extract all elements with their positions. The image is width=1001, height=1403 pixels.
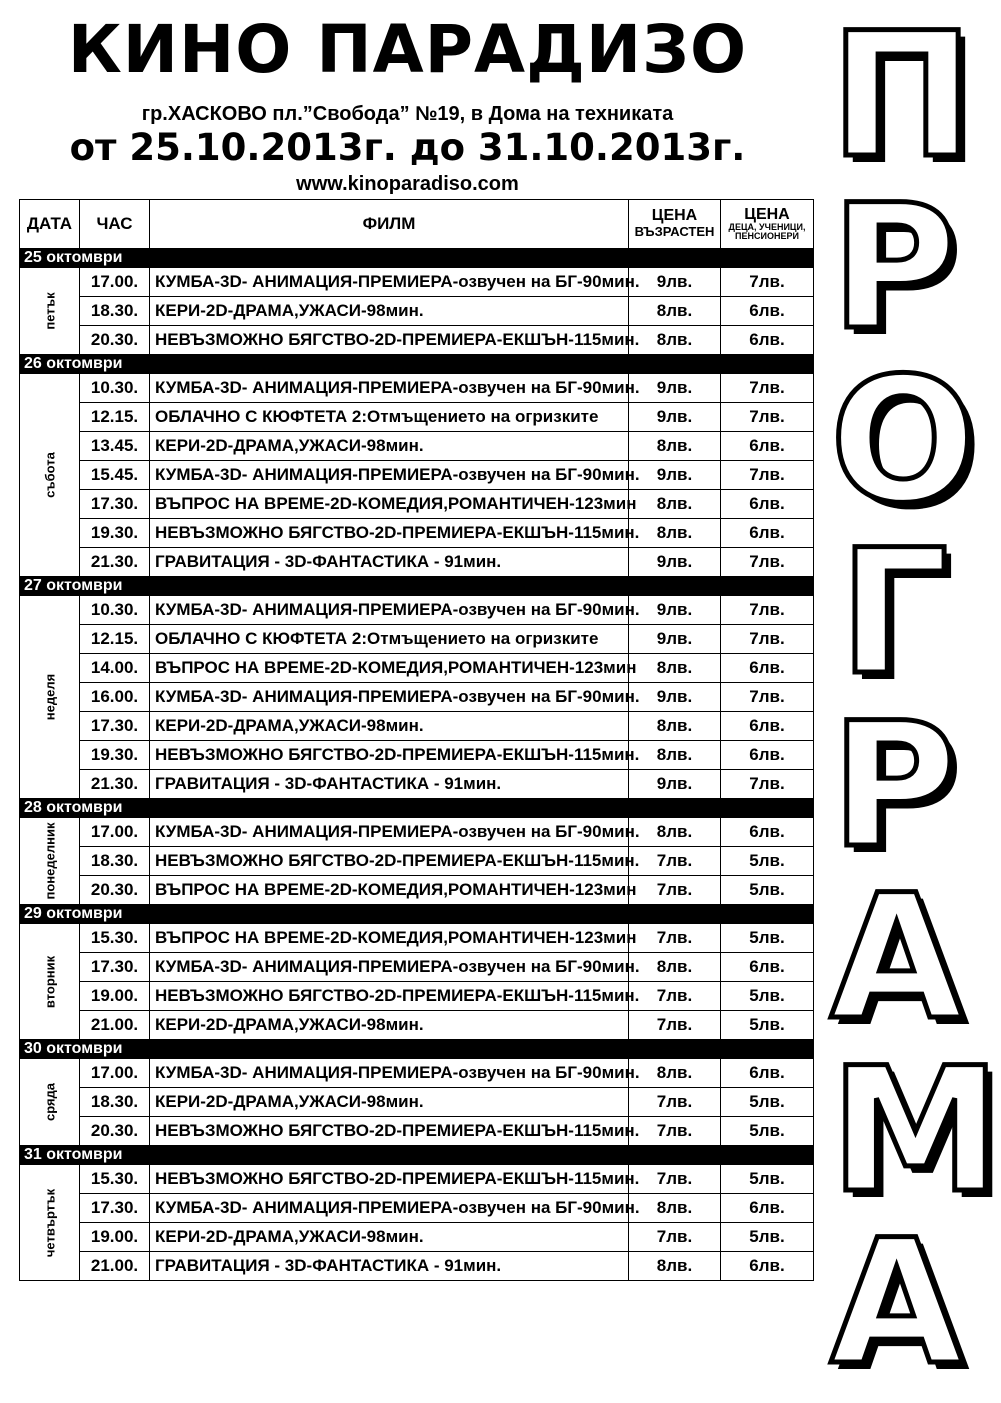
price-reduced: 6лв.	[721, 1059, 814, 1088]
price-reduced: 5лв.	[721, 1088, 814, 1117]
price-adult: 7лв.	[629, 1117, 721, 1146]
film-title: ГРАВИТАЦИЯ - 3D-ФАНТАСТИКА - 91мин.	[150, 1252, 629, 1281]
screening-row	[20, 770, 814, 799]
day-date: 31 октомври	[20, 1146, 814, 1165]
screening-time: 21.30.	[80, 548, 150, 577]
screening-time: 19.30.	[80, 741, 150, 770]
screening-time: 12.15.	[80, 625, 150, 654]
screening-row	[20, 1223, 814, 1252]
film-title: КУМБА-3D- АНИМАЦИЯ-ПРЕМИЕРА-озвучен на БГ-90мин.	[150, 953, 629, 982]
screening-time: 19.00.	[80, 1223, 150, 1252]
price-adult: 7лв.	[629, 876, 721, 905]
side-title-letter: Г	[839, 512, 949, 713]
price-reduced: 7лв.	[721, 548, 814, 577]
screening-time: 17.00.	[80, 818, 150, 847]
film-title: ОБЛАЧНО С КЮФТЕТА 2:Отмъщението на огризките	[150, 625, 629, 654]
schedule-header-row	[20, 200, 814, 249]
weekday-cell	[20, 268, 80, 355]
price-adult: 9лв.	[629, 683, 721, 712]
screening-time: 21.00.	[80, 1011, 150, 1040]
price-adult: 7лв.	[629, 1165, 721, 1194]
screening-row	[20, 1252, 814, 1281]
screening-time: 13.45.	[80, 432, 150, 461]
price-adult: 8лв.	[629, 741, 721, 770]
weekday-label: сряда	[42, 1082, 57, 1122]
cinema-address: гр.ХАСКОВО пл.”Свобода” №19, в Дома на техниката	[141, 103, 674, 125]
price-reduced: 7лв.	[721, 596, 814, 625]
screening-time: 21.30.	[80, 770, 150, 799]
price-adult: 8лв.	[629, 818, 721, 847]
screening-time: 20.30.	[80, 876, 150, 905]
price-reduced: 6лв.	[721, 1252, 814, 1281]
film-title: НЕВЪЗМОЖНО БЯГСТВО-2D-ПРЕМИЕРА-ЕКШЪН-115мин.	[150, 741, 629, 770]
weekday-label: събота	[42, 452, 57, 498]
film-title: КУМБА-3D- АНИМАЦИЯ-ПРЕМИЕРА-озвучен на БГ-90мин.	[150, 461, 629, 490]
price-reduced: 6лв.	[721, 818, 814, 847]
film-title: КЕРИ-2D-ДРАМА,УЖАСИ-98мин.	[150, 1223, 629, 1252]
screening-time: 20.30.	[80, 1117, 150, 1146]
screening-row	[20, 268, 814, 297]
film-title: КУМБА-3D- АНИМАЦИЯ-ПРЕМИЕРА-озвучен на БГ-90мин.	[150, 1059, 629, 1088]
screening-row	[20, 1165, 814, 1194]
price-adult: 8лв.	[629, 297, 721, 326]
day-date: 28 октомври	[20, 799, 814, 818]
price-adult: 9лв.	[629, 461, 721, 490]
screening-time: 12.15.	[80, 403, 150, 432]
price-reduced: 5лв.	[721, 876, 814, 905]
day-date: 27 октомври	[20, 577, 814, 596]
day-header-row	[20, 249, 814, 268]
price-adult: 7лв.	[629, 1011, 721, 1040]
weekday-label: петък	[42, 292, 57, 330]
column-header-time: ЧАС	[80, 200, 150, 249]
screening-row	[20, 982, 814, 1011]
column-header-date: ДАТА	[20, 200, 80, 249]
price-reduced: 7лв.	[721, 683, 814, 712]
price-reduced: 5лв.	[721, 982, 814, 1011]
price-adult: 7лв.	[629, 1088, 721, 1117]
weekday-cell	[20, 1059, 80, 1146]
screening-row	[20, 403, 814, 432]
price-adult: 7лв.	[629, 1223, 721, 1252]
price-reduced: 6лв.	[721, 712, 814, 741]
price-adult: 8лв.	[629, 519, 721, 548]
screening-time: 17.30.	[80, 712, 150, 741]
film-title: ВЪПРОС НА ВРЕМЕ-2D-КОМЕДИЯ,РОМАНТИЧЕН-123мин	[150, 876, 629, 905]
day-header-row	[20, 1040, 814, 1059]
film-title: НЕВЪЗМОЖНО БЯГСТВО-2D-ПРЕМИЕРА-ЕКШЪН-115мин.	[150, 326, 629, 355]
film-title: КЕРИ-2D-ДРАМА,УЖАСИ-98мин.	[150, 712, 629, 741]
film-title: КУМБА-3D- АНИМАЦИЯ-ПРЕМИЕРА-озвучен на БГ-90мин.	[150, 596, 629, 625]
weekday-cell	[20, 1165, 80, 1281]
weekday-label: четвъртък	[42, 1188, 57, 1257]
day-date: 30 октомври	[20, 1040, 814, 1059]
cinema-title: КИНО ПАРАДИЗО	[67, 11, 748, 88]
screening-row	[20, 1059, 814, 1088]
film-title: ОБЛАЧНО С КЮФТЕТА 2:Отмъщението на огризките	[150, 403, 629, 432]
film-title: НЕВЪЗМОЖНО БЯГСТВО-2D-ПРЕМИЕРА-ЕКШЪН-115мин.	[150, 982, 629, 1011]
screening-row	[20, 953, 814, 982]
screening-time: 17.30.	[80, 953, 150, 982]
price-adult: 8лв.	[629, 712, 721, 741]
screening-row	[20, 1194, 814, 1223]
screening-row	[20, 876, 814, 905]
price-adult: 9лв.	[629, 374, 721, 403]
price-adult: 9лв.	[629, 548, 721, 577]
price-reduced: 6лв.	[721, 741, 814, 770]
price-adult: 9лв.	[629, 625, 721, 654]
film-title: НЕВЪЗМОЖНО БЯГСТВО-2D-ПРЕМИЕРА-ЕКШЪН-115мин.	[150, 847, 629, 876]
price-reduced-sublabel-2: ПЕНСИОНЕРИ	[735, 231, 799, 241]
price-adult: 8лв.	[629, 1059, 721, 1088]
screening-row	[20, 461, 814, 490]
screening-row	[20, 1088, 814, 1117]
price-reduced: 7лв.	[721, 461, 814, 490]
screening-time: 21.00.	[80, 1252, 150, 1281]
screening-row	[20, 1011, 814, 1040]
screening-row	[20, 741, 814, 770]
price-reduced-sublabel-1: ДЕЦА, УЧЕНИЦИ,	[728, 222, 806, 232]
screening-row	[20, 654, 814, 683]
price-reduced-label: ЦЕНА	[744, 206, 790, 223]
screening-time: 19.00.	[80, 982, 150, 1011]
screening-row	[20, 519, 814, 548]
price-reduced: 5лв.	[721, 847, 814, 876]
price-adult: 9лв.	[629, 403, 721, 432]
screening-row	[20, 326, 814, 355]
price-reduced: 5лв.	[721, 1011, 814, 1040]
weekday-cell	[20, 374, 80, 577]
screening-time: 17.30.	[80, 1194, 150, 1223]
screening-time: 19.30.	[80, 519, 150, 548]
schedule-table	[19, 199, 814, 1281]
film-title: ВЪПРОС НА ВРЕМЕ-2D-КОМЕДИЯ,РОМАНТИЧЕН-123мин	[150, 654, 629, 683]
website-link[interactable]: www.kinoparadiso.com	[296, 173, 519, 195]
film-title: КЕРИ-2D-ДРАМА,УЖАСИ-98мин.	[150, 432, 629, 461]
film-title: КУМБА-3D- АНИМАЦИЯ-ПРЕМИЕРА-озвучен на БГ-90мин.	[150, 1194, 629, 1223]
price-reduced: 6лв.	[721, 953, 814, 982]
screening-time: 15.45.	[80, 461, 150, 490]
column-header-film: ФИЛМ	[150, 200, 629, 249]
price-adult: 7лв.	[629, 924, 721, 953]
side-title-letter: Р	[830, 167, 958, 368]
weekday-cell	[20, 924, 80, 1040]
screening-row	[20, 625, 814, 654]
price-adult: 8лв.	[629, 326, 721, 355]
price-adult: 8лв.	[629, 953, 721, 982]
side-title-programa	[830, 0, 1001, 1403]
screening-time: 18.30.	[80, 1088, 150, 1117]
film-title: НЕВЪЗМОЖНО БЯГСТВО-2D-ПРЕМИЕРА-ЕКШЪН-115мин.	[150, 519, 629, 548]
price-reduced: 7лв.	[721, 268, 814, 297]
side-title-letter: М	[830, 1030, 1001, 1231]
screening-row	[20, 847, 814, 876]
price-adult-label: ЦЕНА	[651, 207, 698, 224]
film-title: КЕРИ-2D-ДРАМА,УЖАСИ-98мин.	[150, 297, 629, 326]
film-title: КУМБА-3D- АНИМАЦИЯ-ПРЕМИЕРА-озвучен на БГ-90мин.	[150, 268, 629, 297]
film-title: ГРАВИТАЦИЯ - 3D-ФАНТАСТИКА - 91мин.	[150, 548, 629, 577]
screening-row	[20, 490, 814, 519]
schedule-body	[20, 249, 814, 1281]
film-title: НЕВЪЗМОЖНО БЯГСТВО-2D-ПРЕМИЕРА-ЕКШЪН-115мин.	[150, 1117, 629, 1146]
side-title-letter: А	[830, 857, 964, 1058]
screening-time: 10.30.	[80, 374, 150, 403]
price-adult: 8лв.	[629, 1194, 721, 1223]
screening-time: 20.30.	[80, 326, 150, 355]
price-reduced: 6лв.	[721, 432, 814, 461]
weekday-label: вторник	[42, 955, 57, 1008]
price-reduced: 5лв.	[721, 924, 814, 953]
price-reduced: 7лв.	[721, 625, 814, 654]
screening-row	[20, 374, 814, 403]
side-title-letter: П	[830, 0, 974, 196]
screening-time: 15.30.	[80, 924, 150, 953]
screening-row	[20, 818, 814, 847]
price-adult: 9лв.	[629, 770, 721, 799]
day-date: 26 октомври	[20, 355, 814, 374]
screening-row	[20, 432, 814, 461]
weekday-cell	[20, 818, 80, 905]
film-title: КУМБА-3D- АНИМАЦИЯ-ПРЕМИЕРА-озвучен на БГ-90мин.	[150, 683, 629, 712]
screening-time: 14.00.	[80, 654, 150, 683]
screening-time: 17.00.	[80, 1059, 150, 1088]
price-adult-sublabel: ВЪЗРАСТЕН	[634, 224, 715, 239]
price-adult: 8лв.	[629, 490, 721, 519]
screening-time: 10.30.	[80, 596, 150, 625]
film-title: ГРАВИТАЦИЯ - 3D-ФАНТАСТИКА - 91мин.	[150, 770, 629, 799]
price-reduced: 7лв.	[721, 374, 814, 403]
column-header-price-reduced	[721, 200, 814, 249]
price-reduced: 6лв.	[721, 1194, 814, 1223]
price-reduced: 6лв.	[721, 326, 814, 355]
side-title-letter: Р	[830, 685, 958, 886]
price-adult: 8лв.	[629, 1252, 721, 1281]
price-reduced: 7лв.	[721, 403, 814, 432]
screening-row	[20, 712, 814, 741]
weekday-label: понеделник	[42, 822, 57, 900]
price-adult: 8лв.	[629, 432, 721, 461]
film-title: ВЪПРОС НА ВРЕМЕ-2D-КОМЕДИЯ,РОМАНТИЧЕН-123мин	[150, 490, 629, 519]
day-date: 25 октомври	[20, 249, 814, 268]
screening-row	[20, 924, 814, 953]
film-title: КЕРИ-2D-ДРАМА,УЖАСИ-98мин.	[150, 1088, 629, 1117]
screening-row	[20, 548, 814, 577]
day-header-row	[20, 1146, 814, 1165]
screening-time: 16.00.	[80, 683, 150, 712]
screening-time: 17.00.	[80, 268, 150, 297]
price-reduced: 7лв.	[721, 770, 814, 799]
weekday-label: неделя	[42, 673, 57, 721]
price-reduced: 6лв.	[721, 519, 814, 548]
price-reduced: 6лв.	[721, 490, 814, 519]
day-header-row	[20, 799, 814, 818]
price-reduced: 5лв.	[721, 1117, 814, 1146]
price-reduced: 5лв.	[721, 1165, 814, 1194]
price-adult: 9лв.	[629, 596, 721, 625]
price-reduced: 6лв.	[721, 654, 814, 683]
day-header-row	[20, 355, 814, 374]
price-adult: 9лв.	[629, 268, 721, 297]
screening-time: 15.30.	[80, 1165, 150, 1194]
screening-time: 17.30.	[80, 490, 150, 519]
price-adult: 7лв.	[629, 847, 721, 876]
film-title: КУМБА-3D- АНИМАЦИЯ-ПРЕМИЕРА-озвучен на БГ-90мин.	[150, 818, 629, 847]
screening-row	[20, 1117, 814, 1146]
screening-time: 18.30.	[80, 297, 150, 326]
screening-row	[20, 297, 814, 326]
side-title-letter: А	[830, 1202, 964, 1403]
screening-time: 18.30.	[80, 847, 150, 876]
film-title: НЕВЪЗМОЖНО БЯГСТВО-2D-ПРЕМИЕРА-ЕКШЪН-115мин.	[150, 1165, 629, 1194]
film-title: КЕРИ-2D-ДРАМА,УЖАСИ-98мин.	[150, 1011, 629, 1040]
film-title: ВЪПРОС НА ВРЕМЕ-2D-КОМЕДИЯ,РОМАНТИЧЕН-123мин	[150, 924, 629, 953]
day-header-row	[20, 577, 814, 596]
day-header-row	[20, 905, 814, 924]
price-adult: 8лв.	[629, 654, 721, 683]
side-title-letter: О	[830, 340, 977, 541]
price-adult: 7лв.	[629, 982, 721, 1011]
price-reduced: 6лв.	[721, 297, 814, 326]
column-header-price-adult	[629, 200, 721, 249]
price-reduced: 5лв.	[721, 1223, 814, 1252]
day-date: 29 октомври	[20, 905, 814, 924]
weekday-cell	[20, 596, 80, 799]
screening-row	[20, 596, 814, 625]
film-title: КУМБА-3D- АНИМАЦИЯ-ПРЕМИЕРА-озвучен на БГ-90мин.	[150, 374, 629, 403]
screening-row	[20, 683, 814, 712]
program-date-range: от 25.10.2013г. до 31.10.2013г.	[69, 126, 746, 169]
